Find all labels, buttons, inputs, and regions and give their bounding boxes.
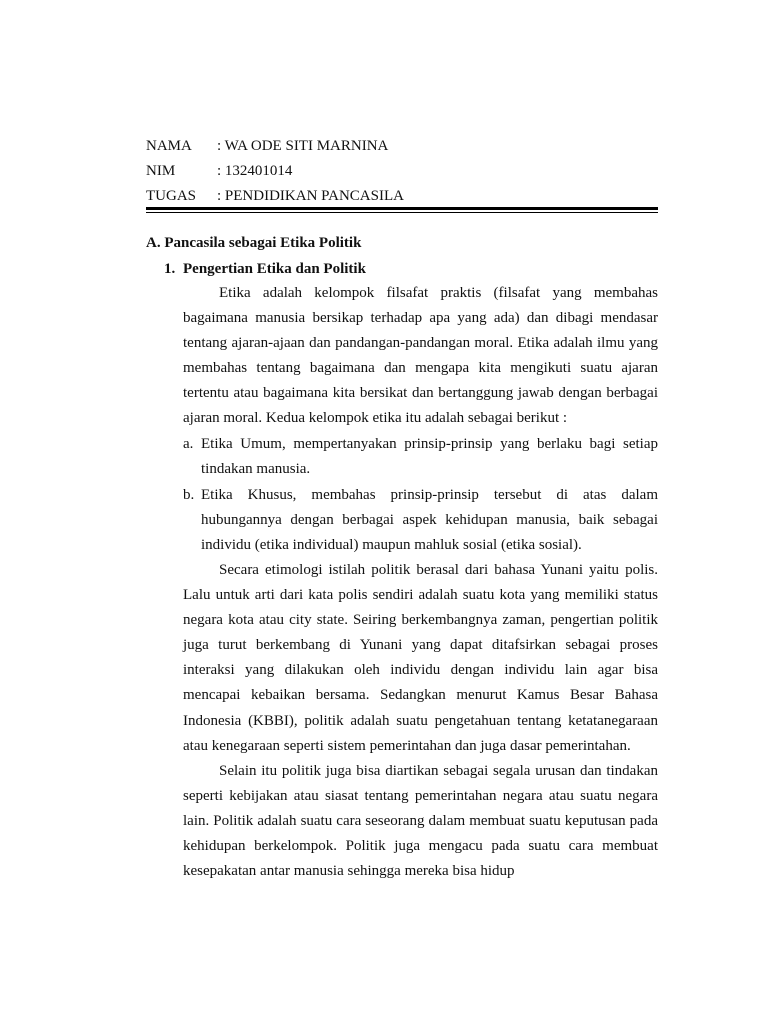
list-text-a: Etika Umum, mempertanyakan prinsip-prinsip yang berlaku bagi setiap tindakan manusia.: [201, 436, 658, 478]
subsection-number: 1.: [164, 261, 176, 277]
list-item-a: [183, 432, 658, 482]
header-value-nama: : WA ODE SITI MARNINA: [217, 138, 389, 154]
list-marker-b: b.: [183, 487, 195, 503]
list-text-b: Etika Khusus, membahas prinsip-prinsip tersebut di atas dalam hubungannya dengan berbagai aspek kehidupan manusia, baik sebagai individu (etika individual) maupun mahluk sosial (etika sosial).: [201, 487, 658, 554]
subsection-title: Pengertian Etika dan Politik: [183, 261, 366, 277]
header-label-nama: NAMA: [146, 138, 192, 154]
header-value-nim: : 132401014: [217, 163, 293, 179]
paragraph-etika: Etika adalah kelompok filsafat praktis (filsafat yang membahas bagaimana manusia bersikap terhadap apa yang ada) dan dibagi mendasar tentang ajaran-ajaan dan pandangan-pandangan moral. Etika adalah ilmu yang membahas tentang bagaimana dan mengapa kita mengikuti suatu ajaran tertentu atau bagaimana kita bersikat dan bertanggung jawab dengan berbagai ajaran moral. Kedua kelompok etika itu adalah sebagai berikut :: [183, 285, 658, 427]
paragraph-politik-lanjutan: Selain itu politik juga bisa diartikan sebagai segala urusan dan tindakan seperti kebijakan atau siasat tentang pemerintahan negara atau suatu negara lain. Politik adalah suatu cara seseorang dalam membuat suatu keputusan pada kehidupan berkelompok. Politik juga mengacu pada suatu cara membuat kesepakatan antar manusia sehingga mereka bisa hidup: [183, 763, 658, 880]
list-item-b: [183, 483, 658, 558]
header-row-nim: [146, 160, 292, 182]
list-marker-a: a.: [183, 436, 194, 452]
header-row-nama: [146, 135, 388, 157]
paragraph-politik: Secara etimologi istilah politik berasal dari bahasa Yunani yaitu polis. Lalu untuk arti dari kata polis sendiri adalah suatu kota yang memiliki status negara kota atau city state. Seiring berkembangnya zaman, pengertian politik juga turut berkembang di Yunani yang dapat ditafsirkan sebagai proses interaksi yang dilakukan oleh individu dengan individu lain agar bisa mencapai kebaikan bersama. Sedangkan menurut Kamus Besar Bahasa Indonesia (KBBI), politik adalah suatu pengetahuan tentang ketatanegaraan atau kenegaraan seperti sistem pemerintahan dan juga dasar pemerintahan.: [183, 562, 658, 754]
header-rule-thick: [146, 207, 658, 210]
header-rule-thin: [146, 212, 658, 213]
header-label-tugas: TUGAS: [146, 188, 197, 204]
header-label-nim: NIM: [146, 163, 176, 179]
section-title: A. Pancasila sebagai Etika Politik: [146, 235, 362, 251]
header-row-tugas: [146, 185, 404, 207]
header-value-tugas: : PENDIDIKAN PANCASILA: [217, 188, 404, 204]
